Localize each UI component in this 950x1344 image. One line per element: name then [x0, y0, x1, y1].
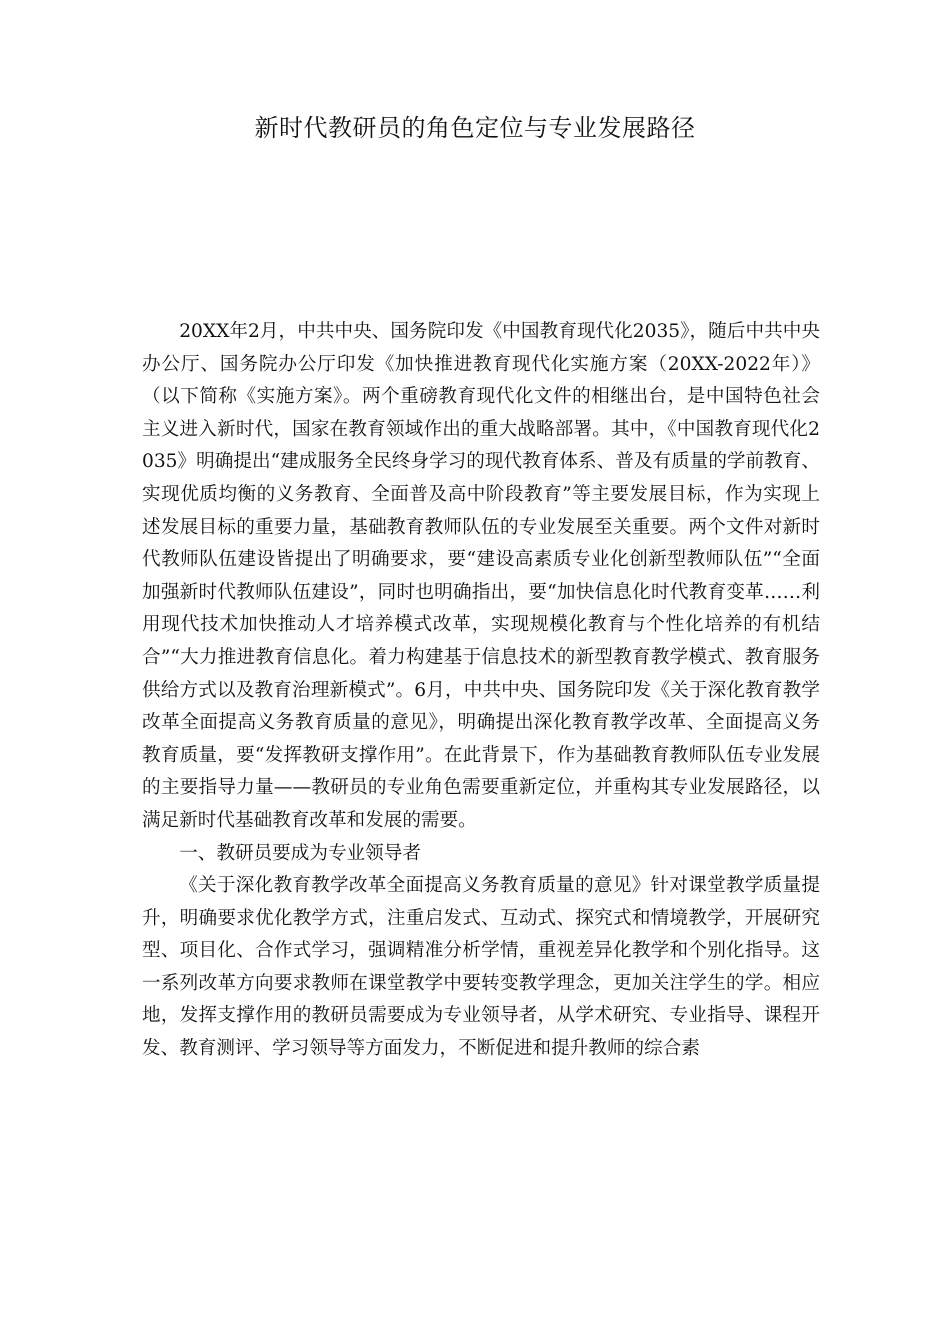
- document-body: [142, 316, 820, 1066]
- section-paragraph: 《关于深化教育教学改革全面提高义务教育质量的意见》针对课堂教学质量提升，明确要求优化教学方式，注重启发式、互动式、探究式和情境教学，开展研究型、项目化、合作式学习，强调精准分析学情，重视差异化教学和个别化指导。这一系列改革方向要求教师在课堂教学中要转变教学理念，更加关注学生的学。相应地，发挥支撑作用的教研员需要成为专业领导者，从学术研究、专业指导、课程开发、教育测评、学习领导等方面发力，不断促进和提升教师的综合素: [142, 875, 820, 1060]
- intro-paragraph: 20XX年2月，中共中央、国务院印发《中国教育现代化2035》，随后中共中央办公厅、国务院办公厅印发《加快推进教育现代化实施方案（20XX-2022年）》（以下简称《实施方案》。两个重磅教育现代化文件的相继出台，是中国特色社会主义进入新时代，国家在教育领域作出的重大战略部署。其中，《中国教育现代化2035》明确提出“建成服务全民终身学习的现代教育体系、普及有质量的学前教育、实现优质均衡的义务教育、全面普及高中阶段教育”等主要发展目标，作为实现上述发展目标的重要力量，基础教育教师队伍的专业发展至关重要。两个文件对新时代教师队伍建设皆提出了明确要求，要“建设高素质专业化创新型教师队伍”“全面加强新时代教师队伍建设”，同时也明确指出，要“加快信息化时代教育变革……利用现代技术加快推动人才培养模式改革，实现规模化教育与个性化培养的有机结合”“大力推进教育信息化。着力构建基于信息技术的新型教育教学模式、教育服务供给方式以及教育治理新模式”。6月，中共中央、国务院印发《关于深化教育教学改革全面提高义务教育质量的意见》，明确提出深化教育教学改革、全面提高义务教育质量，要“发挥教研支撑作用”。在此背景下，作为基础教育教师队伍专业发展的主要指导力量——教研员的专业角色需要重新定位，并重构其专业发展路径，以满足新时代基础教育改革和发展的需要。: [142, 321, 820, 831]
- section-heading: 一、教研员要成为专业领导者: [179, 842, 421, 864]
- document-title: 新时代教研员的角色定位与专业发展路径: [254, 114, 696, 142]
